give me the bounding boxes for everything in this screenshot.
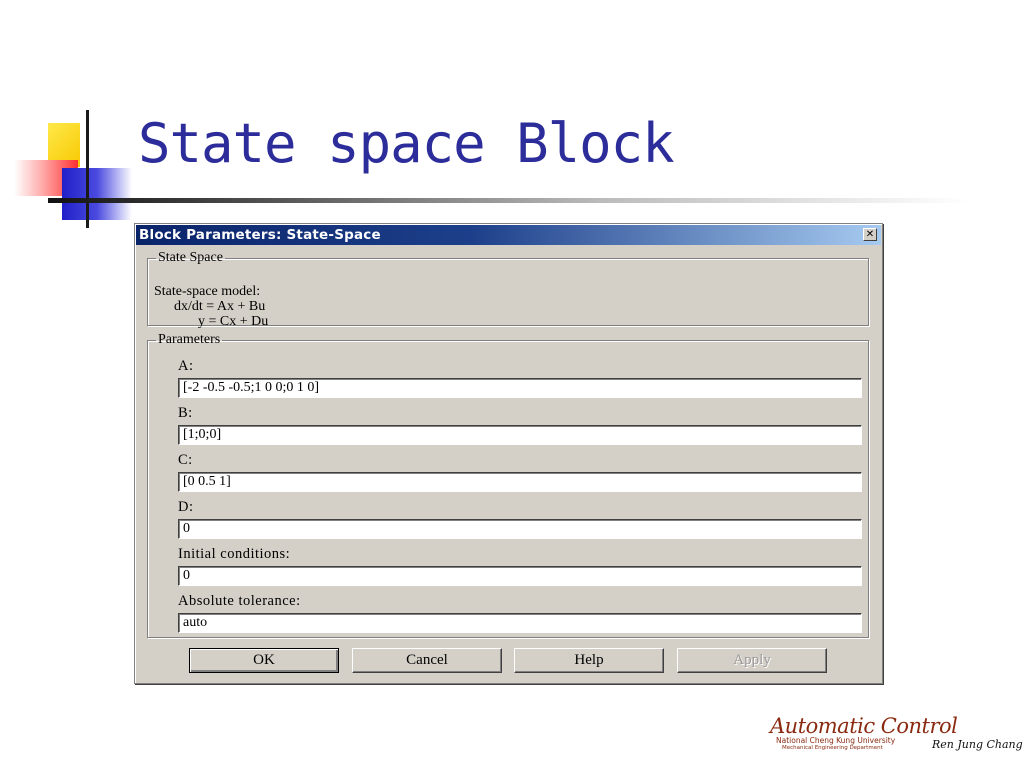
decoration-blue-square [62,168,132,220]
decoration-vertical-line [86,110,89,228]
param-a-label: A: [178,358,194,374]
author-signature: Ren Jung Chang [932,738,1023,751]
slide-title: State space Block [138,112,674,175]
brand-university: National Cheng Kung University [776,736,896,745]
apply-button[interactable]: Apply [677,648,827,673]
ok-button[interactable]: OK [189,648,339,673]
dialog-titlebar[interactable] [136,225,881,245]
param-b-input[interactable] [178,425,862,445]
absolute-tolerance-label: Absolute tolerance: [178,593,301,609]
param-c-input[interactable] [178,472,862,492]
brand-department: Mechanical Engineering Department [782,745,883,751]
param-c-label: C: [178,452,193,468]
param-d-input[interactable] [178,519,862,539]
state-space-legend: State Space [158,250,223,265]
brand-logo [770,714,957,751]
initial-conditions-input[interactable] [178,566,862,586]
dialog-title: Block Parameters: State-Space [139,227,381,243]
param-b-label: B: [178,405,193,421]
decoration-horizontal-line [48,198,968,203]
absolute-tolerance-input[interactable] [178,613,862,633]
brand-title: Automatic Control [770,714,958,738]
cancel-button[interactable]: Cancel [352,648,502,673]
initial-conditions-label: Initial conditions: [178,546,291,562]
block-parameters-dialog [134,223,883,684]
state-space-group [147,250,869,329]
parameters-legend: Parameters [158,332,221,347]
output-equation: y = Cx + Du [198,314,269,329]
param-d-label: D: [178,499,194,515]
param-a-input[interactable] [178,378,862,398]
parameters-group [147,332,869,638]
help-button[interactable]: Help [514,648,664,673]
state-space-description: State-space model: [154,284,261,299]
state-equation: dx/dt = Ax + Bu [174,299,266,314]
close-icon[interactable]: ✕ [863,228,877,241]
